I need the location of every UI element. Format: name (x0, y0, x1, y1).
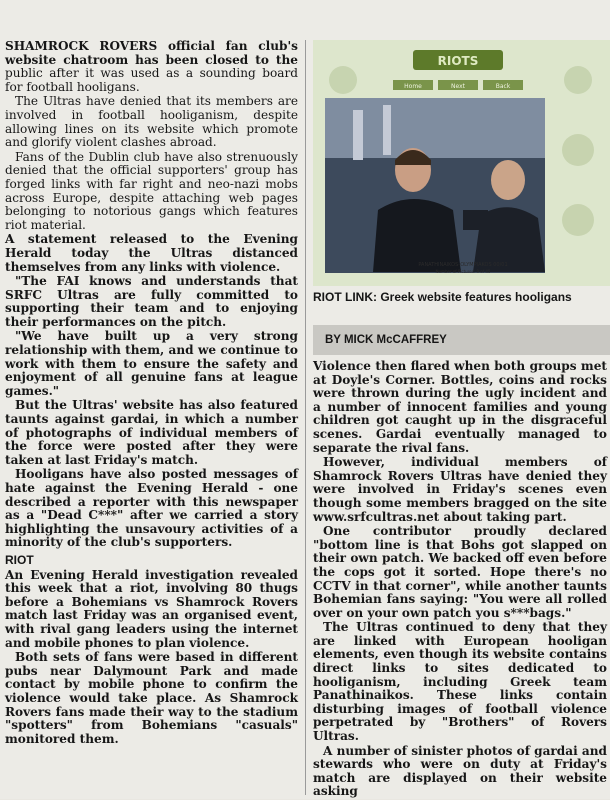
paragraph: The Ultras continued to deny that they are linked with European hooligan elements, even though its website contains direct links to sites dedicated to hooliganism, including Greek team Panathinaikos. These links contain disturbing images of football violence perpetrated by "Brothers" of Rovers Ultras. (313, 620, 607, 744)
paragraph: A number of sinister photos of gardai and stewards who were on duty at Friday's match are displayed on their website asking (313, 743, 607, 799)
paragraph: An Evening Herald investigation revealed this week that a riot, involving 80 thugs before a Bohemians vs Shamrock Rovers match last Friday was an organised event, with rival gang leaders using the internet and mobile phones to plan violence. (5, 567, 298, 650)
paragraph: A statement released to the Evening Herald today the Ultras distanced themselves from any links with violence. (5, 232, 298, 274)
paragraph: SHAMROCK ROVERS official fan club's website chatroom has been closed to the public after it was used as a sounding board for football hooligans. (5, 39, 298, 94)
nav-item: Back (495, 83, 511, 90)
nav-item: Next (451, 83, 465, 90)
paragraph: Violence then flared when both groups met at Doyle's Corner. Bottles, coins and rocks were thrown during the ugly incident and a number of innocent families and young children got caught up in the disgraceful scenes. Gardai eventually managed to separate the rival fans. (313, 359, 607, 455)
byline: BY MICK McCAFFREY (313, 325, 610, 355)
paragraph: The Ultras have denied that its members are involved in football hooliganism, despite allowing lines on its website which promote and glorify violent clashes abroad. (5, 94, 298, 150)
section-heading: RIOT (5, 552, 34, 567)
paragraph: One contributor proudly declared "bottom line is that Bohs got slapped on their own patch. We backed off even before the cops got it sorted. Hope there's no CCTV in that corner", while another taunts Bohemian fans saying: "You were all rolled over on your own patch you s***bags." (313, 524, 607, 620)
paragraph: But the Ultras' website has also featured taunts against gardai, in which a number of photographs of individual members of the force were posted after they were taken at last Friday's match. (5, 398, 298, 467)
paragraph: Hooligans have also posted messages of hate against the Evening Herald - one described a reporter with this newspaper as a "Dead C***" after we carried a story highlighting the unsavoury activities of a minority of the club's supporters. (5, 467, 298, 550)
right-column (313, 360, 607, 800)
nav-item: Home (404, 83, 422, 90)
paragraph: However, individual members of Shamrock Rovers Ultras have denied they were involved in Friday's scenes even though some members bragged on the site www.srfcultras.net about taking part. (313, 455, 607, 524)
column-divider (305, 40, 306, 795)
left-column (5, 40, 298, 747)
photo-image (313, 40, 610, 286)
paragraph: Fans of the Dublin club have also strenuously denied that the official supporters' group has forged links with far right and neo-nazi mobs across Europe, despite attaching web pages belonging to notorious gangs which features riot material. (5, 149, 298, 232)
website-screenshot-photo (313, 40, 610, 286)
photo-count: Number of Pictures: 9 of 45 (435, 269, 491, 274)
banner-text: RIOTS (437, 54, 479, 68)
paragraph: "The FAI knows and understands that SRFC Ultras are fully committed to supporting their team and to enjoying their performances on the pitch. (5, 274, 298, 329)
lead-text: SHAMROCK ROVERS official fan club's website chatroom has been closed to the (5, 39, 298, 67)
photo-caption: PANATHINAIKOS-OLYMPIAKOS 00/01 (418, 262, 508, 268)
paragraph: Both sets of fans were based in different pubs near Dalymount Park and made contact by mobile phone to confirm the violence would take place. As Shamrock Rovers fans made their way to the stadium "spotters" from Bohemians "casuals" monitored them. (5, 650, 298, 746)
photo-caption-line: RIOT LINK: Greek website features hooligans (313, 290, 572, 304)
paragraph: "We have built up a very strong relationship with them, and we continue to work with them to ensure the safety and enjoyment of all genuine fans at league games." (5, 329, 298, 398)
